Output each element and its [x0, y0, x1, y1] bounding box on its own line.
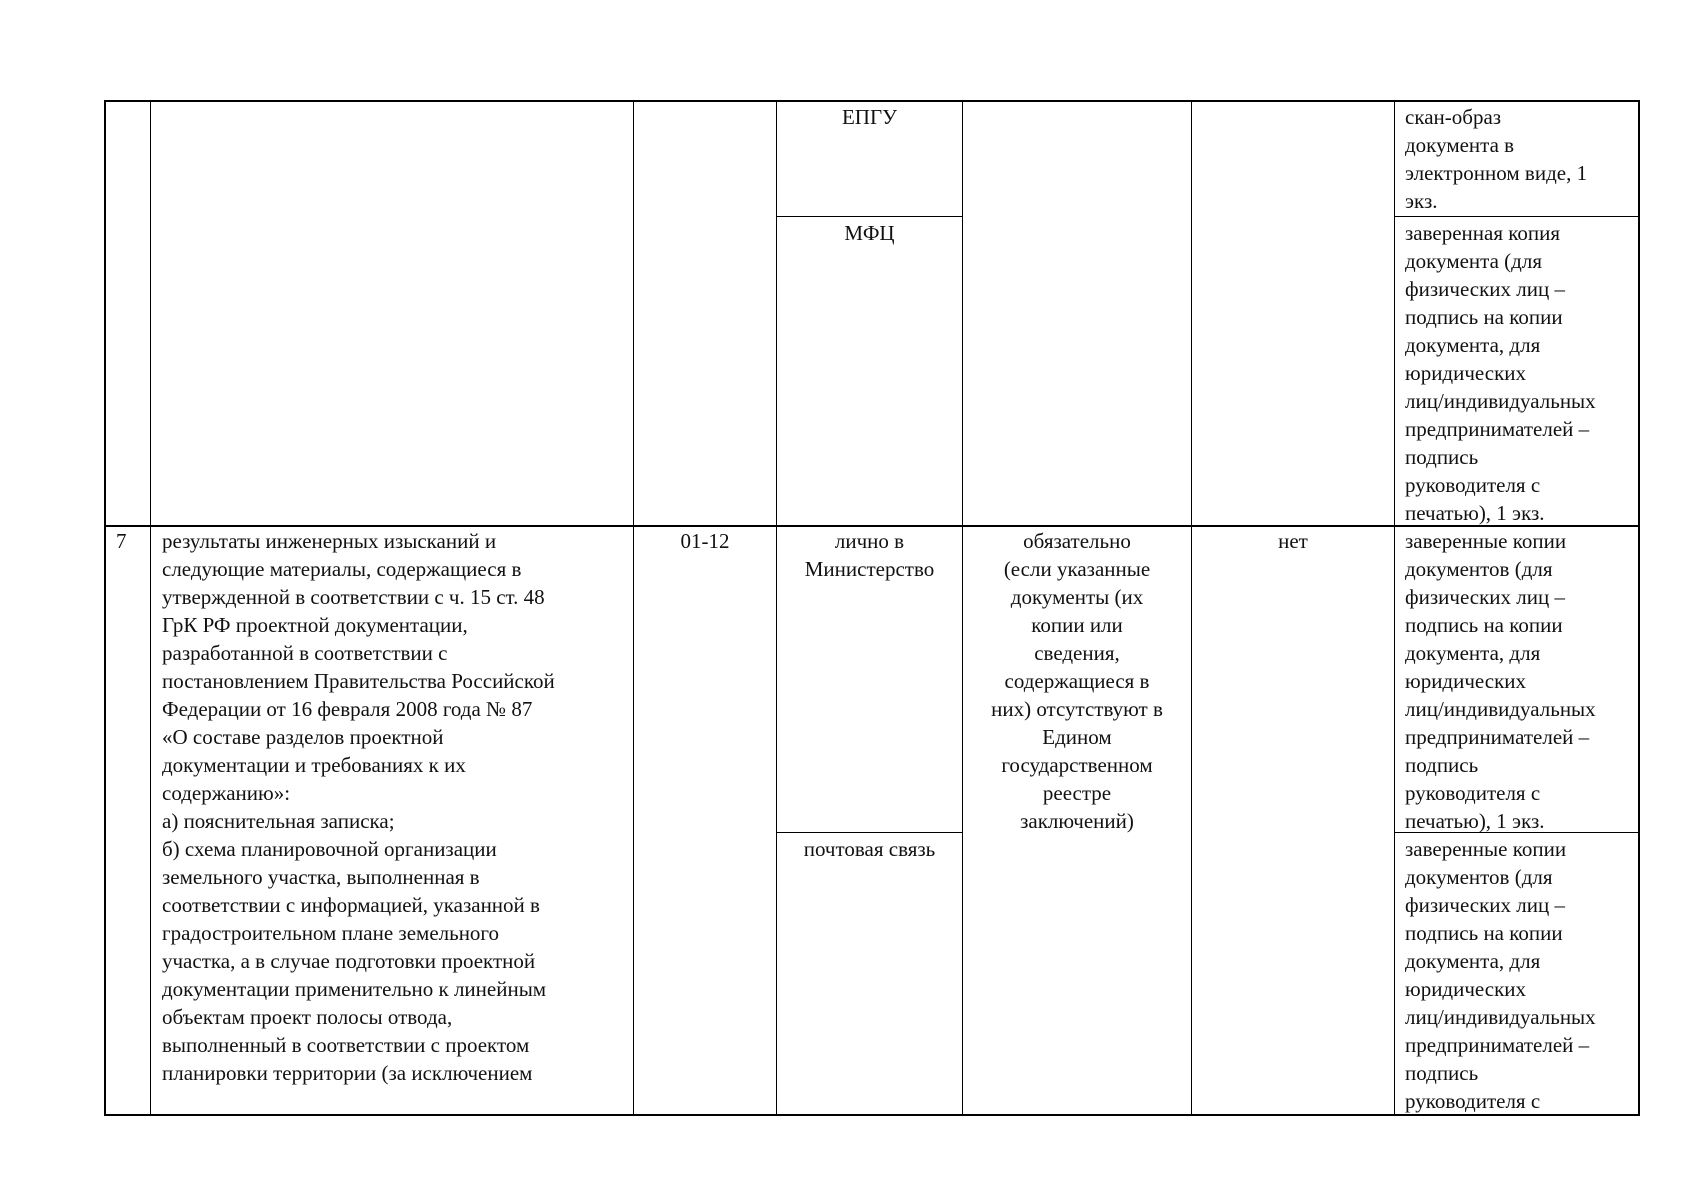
column-line-2 [633, 100, 634, 1116]
column-line-5 [1191, 100, 1192, 1116]
cell-channel-in-person: лично в Министерство [804, 529, 935, 581]
cell-channel-mfc: МФЦ [844, 221, 895, 245]
cell-channel-epgu: ЕПГУ [841, 105, 897, 129]
cell-document-description: результаты инженерных изысканий и следующие материалы, содержащиеся в утвержденной в соответствии с ч. 15 ст. 48 ГрК РФ проектной документации, разработанной в соответствии с постановлением Правительства Российской Федерации от 16 февраля 2008 года № 87 «О составе разделов проектной документации и требованиях к их содержанию»: а) пояснительная записка; б) схема планировочной организации земельного участка, выполненная в соответствии с информацией, указанной в градостроительном плане земельного участка, а в случае подготовки проектной документации применительно к линейным объектам проект полосы отвода, выполненный в соответствии с проектом планировки территории (за исключением [162, 529, 555, 1085]
subrow-divider-channel-7 [776, 832, 962, 833]
column-line-6 [1394, 100, 1395, 1116]
cell-extra: нет [1278, 529, 1308, 553]
cell-requirement: обязательно (если указанные документы (их копии или сведения, содержащиеся в них) отсутствуют в Едином государственном реестре заключений) [991, 529, 1163, 833]
table-border-left [104, 100, 106, 1116]
table-border-top [104, 100, 1640, 102]
cell-channel-post: почтовая связь [803, 837, 936, 861]
cell-form-certified-copy: заверенная копия документа (для физических лиц – подпись на копии документа, для юридических лиц/индивидуальных предпринимателей – подпись руководителя с печатью), 1 экз. [1405, 221, 1596, 525]
cell-row-number: 7 [116, 529, 127, 553]
cell-form-copies-in-person: заверенные копии документов (для физических лиц – подпись на копии документа, для юридических лиц/индивидуальных предпринимателей – подпись руководителя с печатью), 1 экз. [1405, 529, 1596, 833]
subrow-divider-form-top [1394, 216, 1640, 217]
cell-document-code: 01-12 [680, 529, 730, 553]
cell-form-scan: скан-образ документа в электронном виде, 1 экз. [1405, 105, 1588, 213]
column-line-1 [150, 100, 151, 1116]
subrow-divider-channel-top [776, 216, 962, 217]
column-line-3 [776, 100, 777, 1116]
cell-form-copies-post: заверенные копии документов (для физических лиц – подпись на копии документа, для юридических лиц/индивидуальных предпринимателей – подпись руководителя с [1405, 837, 1596, 1113]
